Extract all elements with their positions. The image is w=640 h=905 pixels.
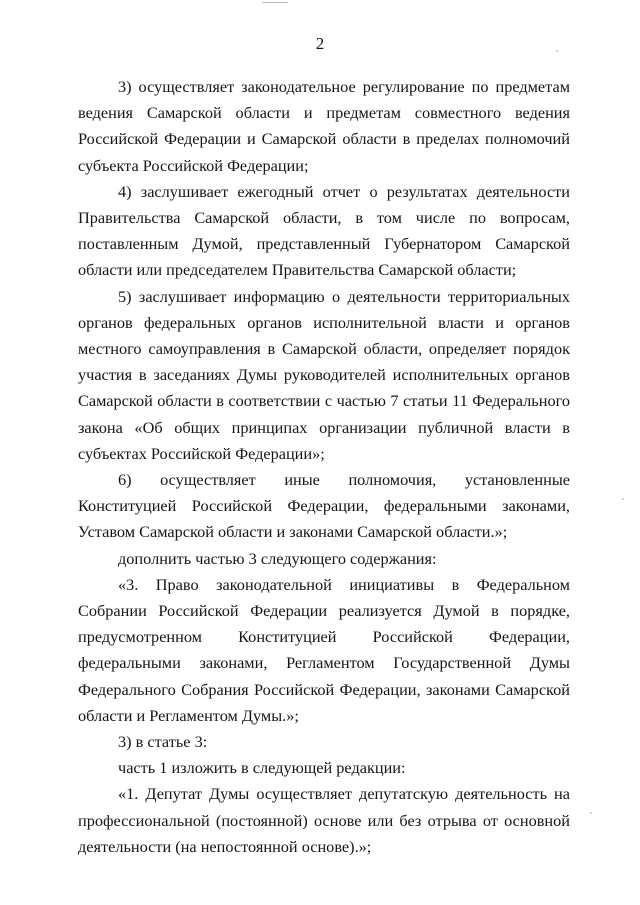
document-body (78, 74, 570, 860)
scan-artifact-dot (622, 498, 624, 500)
scan-artifact-dot (590, 812, 592, 814)
paragraph-part-1-text: «1. Депутат Думы осуществляет депутатскую деятельность на профессиональной (постоянной) основе или без отрыва от основной деятельности (на непостоянной основе).»; (78, 784, 570, 856)
paragraph-item-6: 6) осуществляет иные полномочия, установленные Конституцией Российской Федерации, федеральными законами, Уставом Самарской области и законами Самарской области.»; (78, 470, 570, 542)
scan-artifact-line (262, 2, 288, 3)
paragraph-item-4: 4) заслушивает ежегодный отчет о результатах деятельности Правительства Самарской области, в том числе по вопросам, поставленным Думой, представленный Губернатором Самарской области или председателем Правительства Самарской области; (78, 181, 570, 280)
paragraph-part-1-instruction: часть 1 изложить в следующей редакции: (118, 758, 406, 778)
page-number: 2 (315, 34, 325, 53)
paragraph-part-3-text: «3. Право законодательной инициативы в Федеральном Собрании Российской Федерации реализуется Думой в порядке, предусмотренном Конституцией Российской Федерации, федеральными законами, Регламентом Государственной Думы Федерального Собрания Российской Федерации, законами Самарской области и Регламентом Думы.»; (78, 574, 570, 725)
paragraph-amendment-part-3: дополнить частью 3 следующего содержания: (118, 548, 437, 568)
paragraph-item-3: 3) осуществляет законодательное регулирование по предметам ведения Самарской области и предметам совместного ведения Российской Федерации и Самарской области в пределах полномочий субъекта Российской Федерации; (78, 77, 570, 175)
paragraph-item-5: 5) заслушивает информацию о деятельности территориальных органов федеральных органов исполнительной власти и органов местного самоуправления в Самарской области, определяет порядок участия в заседаниях Думы руководителей исполнительных органов Самарской области в соответствии с частью 7 статьи 11 Федерального закона «Об общих принципах организации публичной власти в субъектах Российской Федерации»; (78, 286, 570, 463)
paragraph-article-3-heading: 3) в статье 3: (118, 732, 208, 752)
